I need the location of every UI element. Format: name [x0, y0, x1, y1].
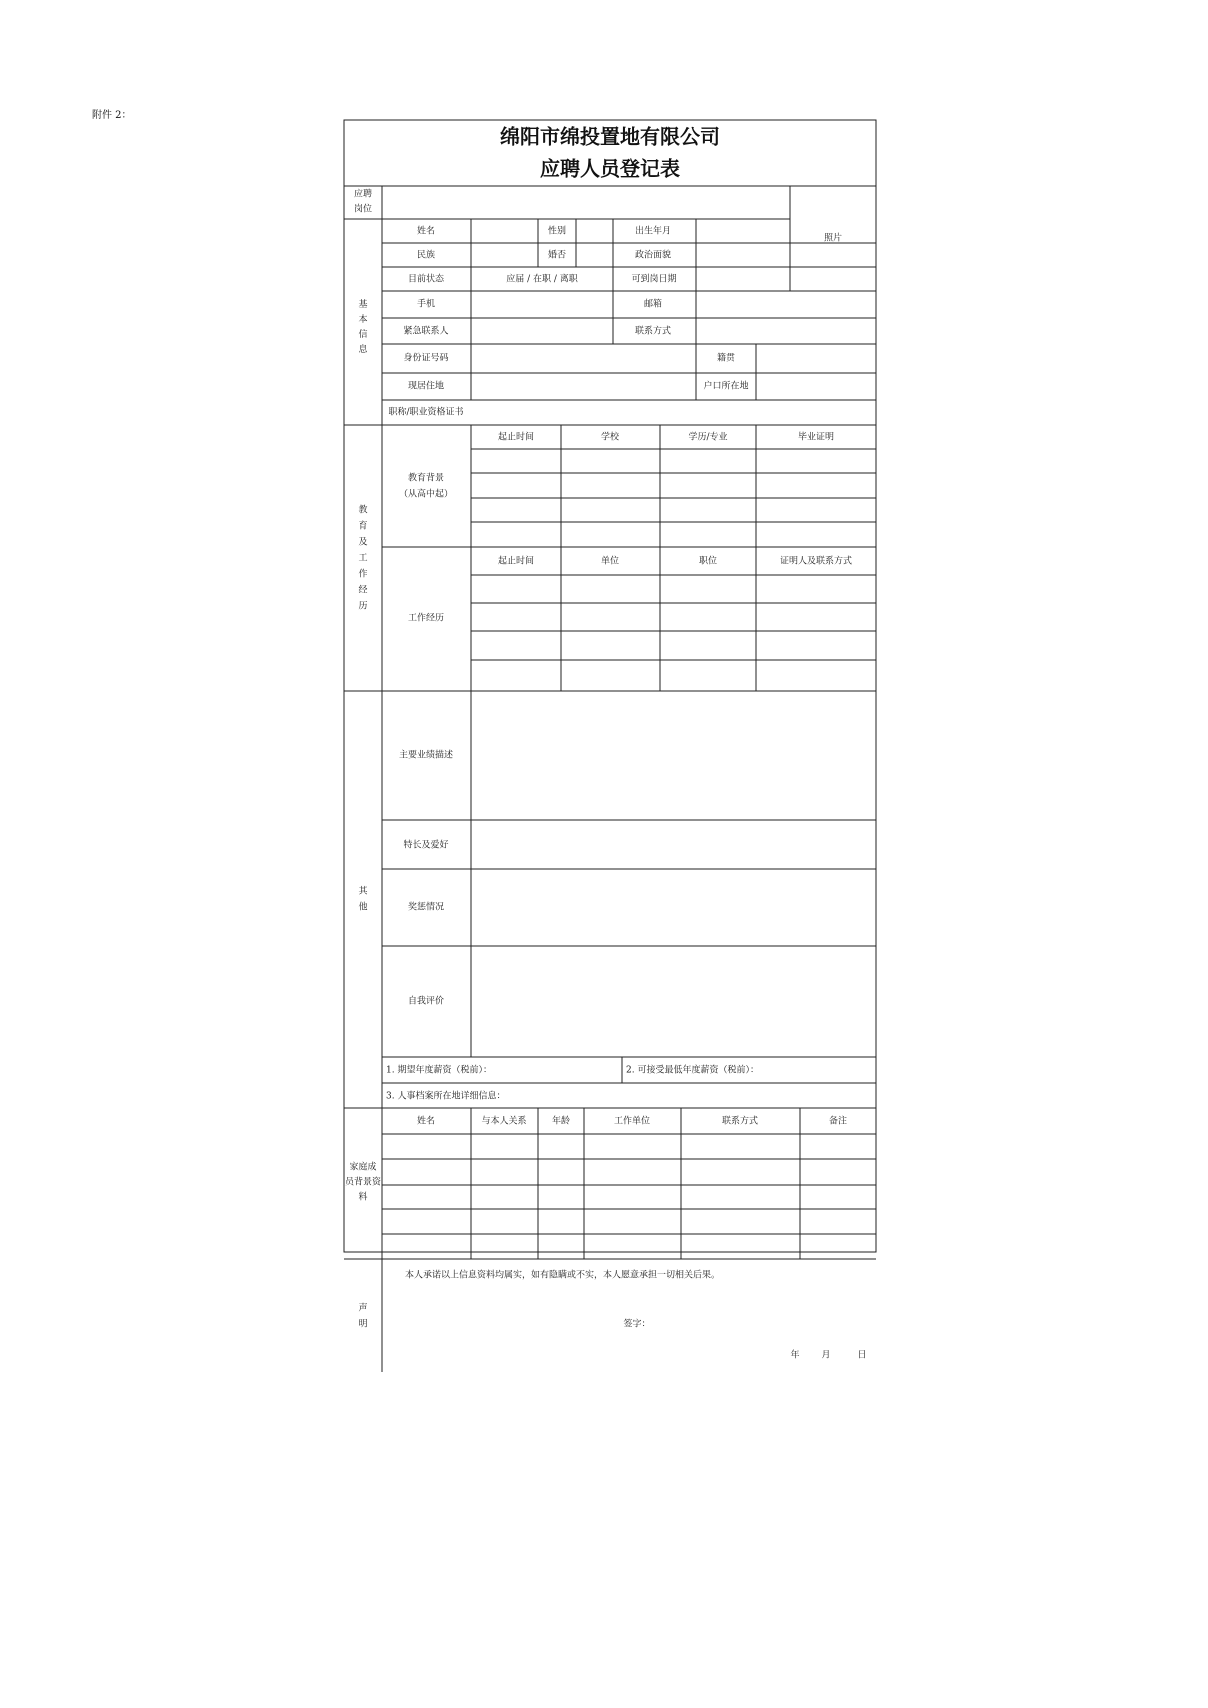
- residence-label: 现居住地: [407, 381, 445, 392]
- archive-location-label: 3. 人事档案所在地详细信息：: [386, 1091, 506, 1102]
- family-section-label: 员背景资: [344, 1177, 382, 1188]
- experience-section-label: 历: [358, 601, 368, 612]
- available-date-label: 可到岗日期: [631, 274, 677, 285]
- experience-section-label: 经: [358, 585, 368, 596]
- native-place-label: 籍贯: [716, 353, 736, 364]
- basic-info-section-label: 息: [358, 345, 368, 355]
- date-day-label: 日: [857, 1350, 867, 1361]
- declaration-text: 本人承诺以上信息资料均属实，如有隐瞒或不实，本人愿意承担一切相关后果。: [405, 1270, 721, 1281]
- photo-label: 照片: [823, 233, 843, 244]
- attachment-label: 附件 2：: [92, 110, 132, 121]
- basic-info-section-label: 信: [358, 330, 368, 340]
- expected-salary-label: 1. 期望年度薪资（税前）：: [386, 1065, 492, 1076]
- family-section-label: 家庭成: [349, 1162, 377, 1173]
- current-status-options: 应届 / 在职 / 离职: [506, 274, 578, 285]
- phone-label: 手机: [416, 299, 436, 310]
- ethnicity-label: 民族: [416, 250, 436, 261]
- emergency-contact-label: 紧急联系人: [403, 326, 449, 337]
- form-title: 绵阳市绵投置地有限公司: [500, 124, 720, 149]
- form-subtitle: 应聘人员登记表: [540, 156, 680, 181]
- marital-status-label: 婚否: [547, 250, 567, 261]
- position-label: 岗位: [353, 204, 373, 215]
- min-salary-label: 2. 可接受最低年度薪资（税前）：: [626, 1065, 759, 1076]
- declaration-section-label: 声: [358, 1303, 368, 1314]
- hukou-location-label: 户口所在地: [703, 381, 749, 392]
- family-section-label: 料: [358, 1192, 368, 1203]
- basic-info-section-label: 本: [358, 315, 368, 325]
- experience-section-label: 及: [358, 537, 368, 548]
- awards-label: 奖惩情况: [407, 902, 445, 913]
- education-label-note: （从高中起）: [398, 489, 454, 500]
- work-header: 证明人及联系方式: [779, 556, 853, 567]
- work-header: 单位: [600, 556, 620, 567]
- other-section-label: 其: [358, 886, 368, 897]
- position-label: 应聘: [353, 189, 373, 200]
- certificate-label: 职称/职业资格证书: [388, 407, 464, 418]
- self-evaluation-label: 自我评价: [407, 996, 445, 1007]
- family-header: 备注: [828, 1116, 848, 1127]
- id-number-label: 身份证号码: [403, 353, 449, 364]
- work-experience-label: 工作经历: [407, 613, 445, 624]
- declaration-section-label: 明: [358, 1319, 368, 1330]
- education-header: 起止时间: [497, 432, 535, 443]
- family-header: 年龄: [551, 1116, 571, 1127]
- work-header: 起止时间: [497, 556, 535, 567]
- performance-label: 主要业绩描述: [398, 750, 454, 761]
- name-label: 姓名: [416, 226, 436, 237]
- experience-section-label: 工: [358, 553, 368, 564]
- family-header: 联系方式: [721, 1116, 759, 1127]
- signature-label: 签字：: [623, 1319, 651, 1330]
- current-status-label: 目前状态: [407, 274, 445, 285]
- date-month-label: 月: [821, 1350, 831, 1361]
- political-status-label: 政治面貌: [634, 250, 672, 261]
- education-header: 学历/专业: [688, 432, 728, 443]
- form-border: [344, 120, 876, 1252]
- family-header: 工作单位: [613, 1116, 651, 1127]
- gender-label: 性别: [547, 226, 567, 237]
- experience-section-label: 育: [358, 521, 368, 532]
- email-label: 邮箱: [643, 299, 663, 310]
- education-header: 学校: [600, 432, 620, 443]
- family-header: 姓名: [416, 1116, 436, 1127]
- hobbies-label: 特长及爱好: [403, 840, 449, 851]
- education-label: 教育背景: [407, 473, 445, 484]
- contact-method-label: 联系方式: [634, 326, 672, 337]
- experience-section-label: 教: [358, 505, 368, 516]
- family-header: 与本人关系: [481, 1116, 527, 1127]
- experience-section-label: 作: [358, 569, 368, 580]
- education-header: 毕业证明: [797, 432, 835, 443]
- work-header: 职位: [698, 556, 718, 567]
- other-section-label: 他: [358, 902, 368, 913]
- date-year-label: 年: [790, 1350, 800, 1361]
- basic-info-section-label: 基: [358, 300, 368, 310]
- birth-date-label: 出生年月: [634, 226, 672, 237]
